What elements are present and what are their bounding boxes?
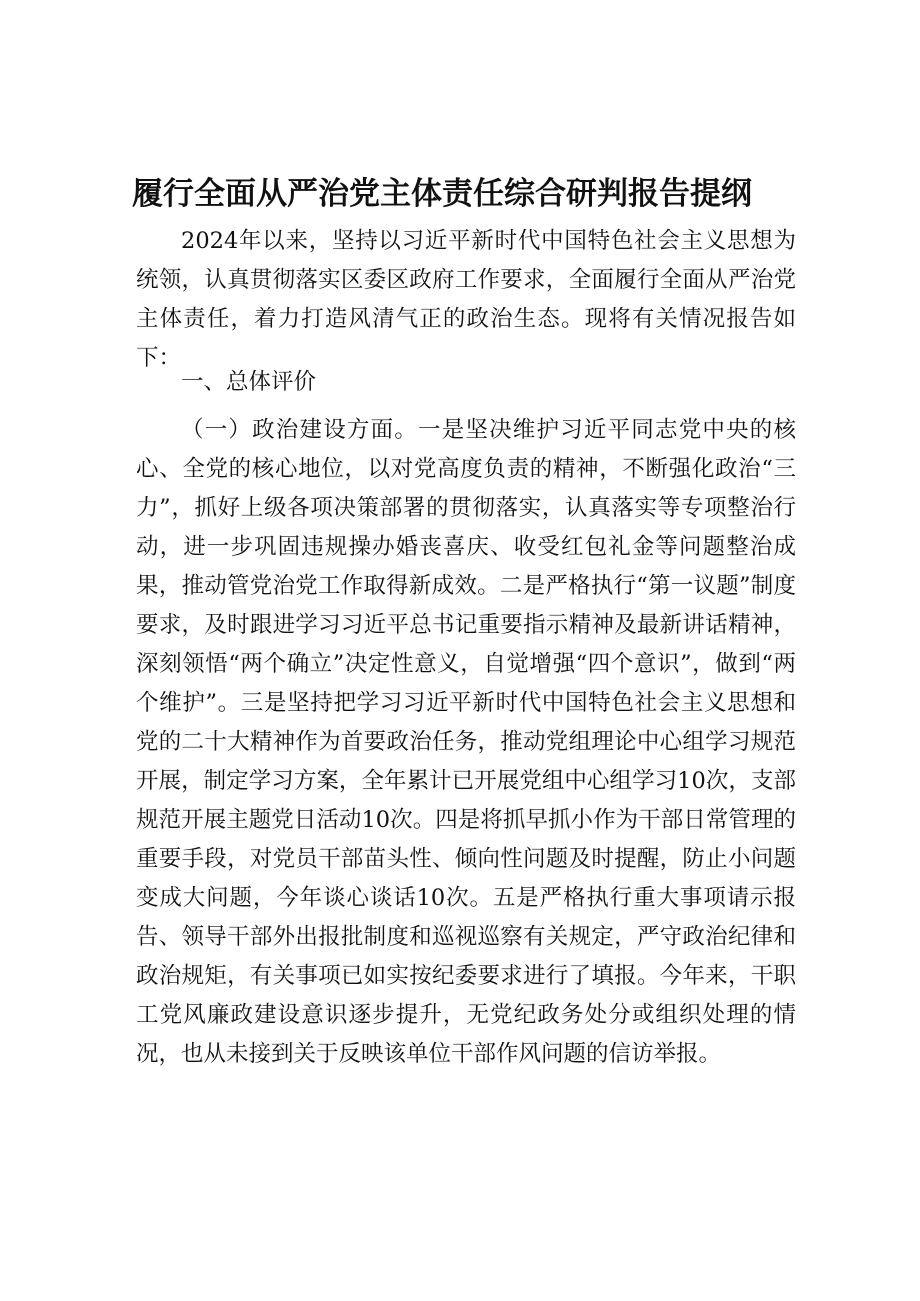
paragraph-political-construction: （一）政治建设方面。一是坚决维护习近平同志党中央的核心、全党的核心地位，以对党高度负责的精神，不断强化政治“三力”，抓好上级各项决策部署的贯彻落实，认真落实等专项整治行动，进一步巩固违规操办婚丧喜庆、收受红包礼金等问题整治成果，推动管党治党工作取得新成效。二是严格执行“第一议题”制度要求，及时跟进学习习近平总书记重要指示精神及最新讲话精神，深刻领悟“两个确立”决定性意义，自觉增强“四个意识”，做到“两个维护”。三是坚持把学习习近平新时代中国特色社会主义思想和党的二十大精神作为首要政治任务，推动党组理论中心组学习规范开展，制定学习方案，全年累计已开展党组中心组学习10次，支部规范开展主题党日活动10次。四是将抓早抓小作为干部日常管理的重要手段，对党员干部苗头性、倾向性问题及时提醒，防止小问题变成大问题，今年谈心谈话10次。五是严格执行重大事项请示报告、领导干部外出报批制度和巡视巡察有关规定，严守政治纪律和政治规矩，有关事项已如实按纪委要求进行了填报。今年来，干职工党风廉政建设意识逐步提升，无党纪政务处分或组织处理的情况，也从未接到关于反映该单位干部作风问题的信访举报。 (136, 417, 796, 1067)
intro-paragraph: 2024年以来，坚持以习近平新时代中国特色社会主义思想为统领，认真贯彻落实区委区政府工作要求，全面履行全面从严治党主体责任，着力打造风清气正的政治生态。现将有关情况报告如下： (136, 228, 796, 371)
section-heading-overall-evaluation: 一、总体评价 (181, 369, 317, 395)
document-title: 履行全面从严治党主体责任综合研判报告提纲 (132, 176, 752, 212)
